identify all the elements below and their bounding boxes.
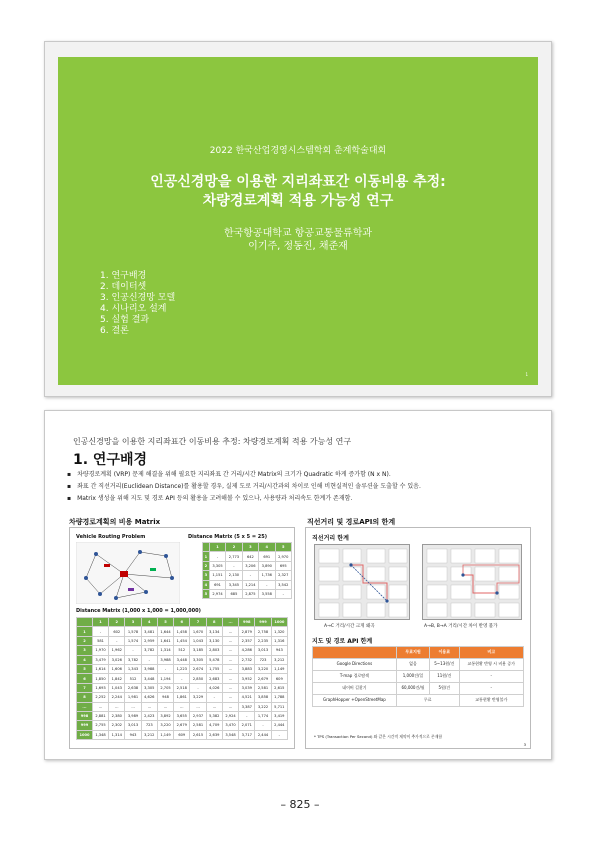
table-cell: ... [222, 693, 238, 702]
table-cell: - [92, 627, 108, 636]
table-cell: 1,043 [109, 683, 125, 692]
table-cell: ... [92, 702, 108, 711]
title-slide [44, 41, 552, 397]
table-cell: 3,989 [125, 711, 141, 720]
table-cell: ... [77, 702, 93, 711]
table-cell: 2,357 [239, 636, 255, 645]
table-cell: 1,454 [174, 636, 190, 645]
table-cell: 685 [226, 589, 242, 598]
table-cell: 1,693 [92, 683, 108, 692]
table-cell: 3,448 [141, 674, 157, 683]
table-cell: 512 [125, 674, 141, 683]
left-panel-title: 차량경로계획의 비용 Matrix [69, 518, 161, 526]
authors: 이기주, 정동진, 채준재 [248, 241, 348, 252]
api-comparison-table [312, 646, 524, 707]
small-matrix-title: Distance Matrix (5 x 5 = 25) [188, 534, 268, 540]
table-cell: 1,043 [190, 636, 206, 645]
table-header-cell: 8 [206, 618, 222, 627]
table-cell: 512 [174, 646, 190, 655]
table-cell: 11원/건 [430, 671, 459, 683]
table-cell: 3,890 [259, 561, 275, 570]
table-cell: - [459, 683, 524, 695]
table-cell: 2,638 [125, 683, 141, 692]
table-cell: - [271, 730, 287, 739]
table-cell: 5 [203, 589, 210, 598]
table-cell: 2,327 [275, 571, 292, 580]
table-cell: 3,026 [109, 655, 125, 664]
bullet-list [67, 469, 537, 505]
table-cell: 5,478 [206, 655, 222, 664]
table-header-cell [313, 647, 397, 659]
table-cell: 3,479 [92, 655, 108, 664]
table-cell: 1,774 [255, 711, 271, 720]
table-header-cell: 3 [125, 618, 141, 627]
table-row [313, 671, 524, 683]
table-cell: - [141, 655, 157, 664]
table-cell: ... [222, 655, 238, 664]
table-row [77, 711, 288, 720]
table-cell: 2,679 [255, 674, 271, 683]
table-cell: 1,348 [92, 730, 108, 739]
title-line-1: 인공신경망을 이용한 지리좌표간 이동비용 추정: [150, 174, 446, 190]
table-cell: 2,937 [190, 711, 206, 720]
table-row [203, 552, 292, 561]
table-cell: 3,130 [206, 636, 222, 645]
table-cell: 60,000건/월 [396, 683, 429, 695]
table-cell: 3,782 [141, 646, 157, 655]
table-header-cell: 1 [209, 543, 225, 552]
table-header-cell: 7 [190, 618, 206, 627]
table-cell: 3,883 [239, 664, 255, 673]
table-cell: 3,305 [209, 561, 225, 570]
table-header-cell: 998 [239, 618, 255, 627]
table-cell: 1,214 [242, 580, 258, 589]
table-cell: 4,626 [141, 693, 157, 702]
table-cell: 4,709 [206, 721, 222, 730]
table-cell: 1,000건/일 [396, 671, 429, 683]
slide-number: 1 [525, 372, 528, 377]
table-cell: - [275, 589, 292, 598]
table-cell: ... [125, 702, 141, 711]
table-cell: 2,924 [222, 711, 238, 720]
table-cell: 1,614 [92, 664, 108, 673]
slide-number: 3 [523, 742, 526, 747]
table-cell: 723 [141, 721, 157, 730]
vrp-network-diagram [76, 542, 180, 604]
conference-name: 2022 한국산업경영시스템학회 춘계학술대회 [209, 146, 387, 156]
big-distance-matrix [76, 617, 288, 740]
table-cell: 1,223 [174, 664, 190, 673]
table-cell: 1,194 [157, 674, 173, 683]
table-cell: ... [222, 627, 238, 636]
table-row [203, 561, 292, 570]
table-cell: 1,314 [109, 730, 125, 739]
table-cell: 5원/건 [430, 683, 459, 695]
table-row [313, 683, 524, 695]
table-cell: 4 [77, 655, 93, 664]
table-cell: 3,039 [239, 683, 255, 692]
table-cell: 1,788 [271, 693, 287, 702]
table-cell: 2 [77, 636, 93, 645]
table-row [77, 627, 288, 636]
table-cell: 3,717 [239, 730, 255, 739]
table-cell: 2,302 [109, 721, 125, 730]
table-cell: ... [174, 702, 190, 711]
small-distance-matrix [202, 542, 292, 599]
table-cell: 5,711 [271, 702, 287, 711]
table-cell: 2,803 [206, 646, 222, 655]
title-slide-background [58, 57, 538, 385]
table-cell: 3,548 [222, 730, 238, 739]
table-cell: 2,615 [271, 683, 287, 692]
vrp-label: Vehicle Routing Problem [76, 534, 146, 540]
table-header-cell: 비고 [459, 647, 524, 659]
page-number: – 825 – [280, 798, 320, 811]
table-cell: 3,481 [141, 627, 157, 636]
table-row [203, 571, 292, 580]
table-cell: T-map 경로탐색 [313, 671, 397, 683]
straight-line-title: 직선거리 한계 [312, 535, 349, 542]
affiliation: 한국항공대학교 항공교통물류학과 [223, 228, 373, 239]
table-cell: ... [222, 636, 238, 645]
table-cell: 2,773 [226, 552, 242, 561]
table-cell: 3,952 [239, 674, 255, 683]
table-cell: 1,151 [209, 571, 225, 580]
table-cell: 2,959 [141, 636, 157, 645]
table-cell: 2,518 [174, 683, 190, 692]
toc-item: 5. 실험 결과 [100, 315, 150, 325]
table-cell: 2,879 [239, 627, 255, 636]
table-cell: 1,962 [109, 646, 125, 655]
table-cell: 642 [242, 552, 258, 561]
table-cell: 3,387 [239, 702, 255, 711]
table-cell: 2,850 [190, 674, 206, 683]
table-header-cell: ... [222, 618, 238, 627]
table-header-cell [77, 618, 93, 627]
table-cell: 602 [109, 627, 125, 636]
table-cell: 2,732 [239, 655, 255, 664]
table-cell: 3,988 [141, 664, 157, 673]
table-cell: 1,842 [109, 674, 125, 683]
table-cell: 2,679 [174, 721, 190, 730]
table-cell: - [239, 711, 255, 720]
table-header-cell: 999 [255, 618, 271, 627]
table-cell: 3,305 [141, 683, 157, 692]
map-image-2 [422, 544, 522, 620]
table-cell: 3 [203, 571, 210, 580]
big-matrix-title: Distance Matrix (1,000 x 1,000 = 1,000,000) [76, 608, 201, 614]
table-cell: 3,988 [157, 655, 173, 664]
table-cell: 943 [271, 646, 287, 655]
table-header-cell: 2 [109, 618, 125, 627]
table-header-cell: 4 [141, 618, 157, 627]
table-cell: 3,222 [255, 702, 271, 711]
table-cell: 1,981 [125, 693, 141, 702]
table-cell: 6 [77, 674, 93, 683]
table-cell: 1,736 [259, 571, 275, 580]
toc-item: 4. 시나리오 설계 [100, 304, 167, 314]
research-background-slide [44, 410, 552, 760]
table-cell: 2,615 [190, 730, 206, 739]
table-cell: 7 [77, 683, 93, 692]
table-cell: 609 [174, 730, 190, 739]
table-cell: 4,286 [239, 646, 255, 655]
table-row [313, 695, 524, 707]
table-cell: 없음 [396, 659, 429, 671]
table-cell: 1,149 [271, 664, 287, 673]
table-cell: - [206, 693, 222, 702]
table-cell: 2,444 [255, 730, 271, 739]
presentation-title [58, 173, 538, 211]
table-cell: ... [222, 702, 238, 711]
table-cell: 4,026 [206, 683, 222, 692]
table-cell: - [157, 664, 173, 673]
toc-item: 3. 인공신경망 모델 [100, 293, 176, 303]
table-cell: 943 [125, 730, 141, 739]
table-cell: 3,858 [255, 693, 271, 702]
api-note: * TPS (Transaction Per Second) 와 같은 시간적 제약이 추가적으로 존재함 [314, 734, 443, 739]
toc-item: 1. 연구배경 [100, 271, 147, 281]
table-cell: 2,252 [92, 693, 108, 702]
table-row [77, 702, 288, 711]
table-cell: 2,581 [255, 683, 271, 692]
table-header-cell: 1000 [271, 618, 287, 627]
table-header-cell: 5 [157, 618, 173, 627]
table-cell: 2,881 [92, 711, 108, 720]
table-cell: 1,149 [157, 730, 173, 739]
table-cell: 3,305 [190, 655, 206, 664]
table-cell: - [226, 561, 242, 570]
table-row [77, 674, 288, 683]
table-cell: 1,574 [125, 636, 141, 645]
title-line-2: 차량경로계획 적용 가능성 연구 [202, 193, 394, 209]
map-image-1 [314, 544, 410, 620]
table-cell: 2,970 [275, 552, 292, 561]
table-header-cell: 2 [226, 543, 242, 552]
bullet-item: ▪ 차량경로계획 (VRP) 문제 해결을 위해 필요한 지리좌표 간 거리/시간 Matrix의 크기가 Quadratic 하게 증가함 (N x N). [67, 469, 537, 481]
table-row [77, 655, 288, 664]
table-cell: 무료 [396, 695, 459, 707]
table-cell: 3,419 [271, 711, 287, 720]
table-cell: 1,578 [125, 627, 141, 636]
table-cell: 교통현황 반영불가 [459, 695, 524, 707]
table-cell: 3,542 [275, 580, 292, 589]
table-cell: 2,875 [242, 589, 258, 598]
table-header-cell [203, 543, 210, 552]
table-cell: 1000 [77, 730, 93, 739]
table-cell: 1 [203, 552, 210, 561]
table-cell: 3 [77, 646, 93, 655]
table-cell: 1,458 [174, 627, 190, 636]
toc-item: 2. 데이터셋 [100, 282, 147, 292]
table-cell: 3,212 [271, 655, 287, 664]
table-cell: 4,521 [239, 693, 255, 702]
table-cell: 1,316 [271, 636, 287, 645]
table-cell: 5,382 [206, 711, 222, 720]
table-cell: 2,071 [239, 721, 255, 730]
cost-matrix-panel [69, 527, 295, 749]
table-row [203, 589, 292, 598]
right-panel-title: 직선거리 및 경로API의 한계 [307, 518, 396, 526]
table-cell: - [125, 646, 141, 655]
table-cell: 1,314 [157, 646, 173, 655]
table-row [77, 721, 288, 730]
table-cell: 691 [209, 580, 225, 589]
table-cell: 2,444 [271, 721, 287, 730]
table-cell: 581 [92, 636, 108, 645]
table-cell: ... [109, 702, 125, 711]
table-of-contents [100, 271, 175, 337]
table-cell: 2 [203, 561, 210, 570]
table-cell: 2,380 [109, 711, 125, 720]
table-cell: 609 [271, 674, 287, 683]
table-cell: 3,448 [174, 655, 190, 664]
table-cell: 695 [275, 561, 292, 570]
table-cell: 1,343 [125, 664, 141, 673]
table-cell: 2,235 [255, 636, 271, 645]
table-cell: 교통현황 반영 시 비용 증가 [459, 659, 524, 671]
table-cell: 1,861 [174, 693, 190, 702]
table-row [77, 664, 288, 673]
table-cell: - [109, 636, 125, 645]
table-cell: 1,641 [157, 636, 173, 645]
table-cell: 네이버 길찾기 [313, 683, 397, 695]
api-title: 지도 및 경로 API 한계 [312, 638, 373, 645]
table-header-cell: 6 [174, 618, 190, 627]
table-cell: 2,683 [206, 674, 222, 683]
table-cell: 2,674 [190, 664, 206, 673]
table-row [77, 636, 288, 645]
table-cell: 5 [77, 664, 93, 673]
bullet-item: ▪ 좌표 간 직선거리(Euclidean Distance)를 활용할 경우, 실제 도로 거리/시간과의 차이로 인해 비현실적인 솔루션을 도출할 수 있음. [67, 481, 537, 493]
table-cell: 3,212 [141, 730, 157, 739]
table-cell: 3,470 [222, 721, 238, 730]
table-cell: 3,892 [157, 711, 173, 720]
table-cell: 2,423 [141, 711, 157, 720]
table-row [77, 730, 288, 739]
table-header-cell: 무료지원 [396, 647, 429, 659]
table-cell: 1,970 [92, 646, 108, 655]
table-cell: - [242, 571, 258, 580]
table-cell: 2,244 [109, 693, 125, 702]
map1-caption: A→C 거리/시간 크게 왜곡 [324, 624, 375, 629]
table-row [77, 646, 288, 655]
slide-title: 1. 연구배경 [73, 452, 148, 468]
table-cell: 998 [77, 711, 93, 720]
api-limit-panel [305, 527, 531, 749]
table-cell: 1,755 [206, 664, 222, 673]
table-cell: 3,782 [125, 655, 141, 664]
slide-header: 인공신경망을 이용한 지리좌표간 이동비용 추정: 차량경로계획 적용 가능성 연구 [73, 437, 352, 446]
table-cell: 999 [77, 721, 93, 730]
table-cell: 1,606 [109, 664, 125, 673]
table-cell: - [459, 671, 524, 683]
table-header-cell: 3 [242, 543, 258, 552]
table-cell: 3,229 [190, 693, 206, 702]
table-cell: 2,974 [209, 589, 225, 598]
table-header-cell: 5 [275, 543, 292, 552]
table-cell: - [190, 683, 206, 692]
table-cell: 1,850 [92, 674, 108, 683]
table-cell: 2,639 [206, 730, 222, 739]
table-cell: ... [222, 664, 238, 673]
table-cell: 3,220 [157, 721, 173, 730]
table-cell: 3,220 [255, 664, 271, 673]
table-cell: 3,013 [125, 721, 141, 730]
map2-caption: A→B, B→A 거리/시간 차이 반영 불가 [424, 624, 498, 629]
table-cell: 2,758 [255, 627, 271, 636]
table-cell: 3,185 [190, 646, 206, 655]
table-row [77, 683, 288, 692]
table-cell: 1,644 [157, 627, 173, 636]
table-cell: 3,013 [255, 646, 271, 655]
table-cell: 2,755 [92, 721, 108, 730]
table-cell: - [259, 580, 275, 589]
table-cell: 2,581 [190, 721, 206, 730]
table-cell: 948 [157, 693, 173, 702]
table-cell: - [209, 552, 225, 561]
table-cell: 691 [259, 552, 275, 561]
table-header-cell: 4 [259, 543, 275, 552]
table-cell: 1,670 [190, 627, 206, 636]
toc-item: 6. 결론 [100, 326, 129, 336]
table-cell: 8 [77, 693, 93, 702]
table-cell: 723 [255, 655, 271, 664]
table-cell: 1 [77, 627, 93, 636]
author-block [58, 227, 538, 253]
table-cell: 4 [203, 580, 210, 589]
table-cell: ... [190, 702, 206, 711]
table-header-cell: 1 [92, 618, 108, 627]
table-cell: 1,320 [271, 627, 287, 636]
bullet-item: ▪ Matrix 생성을 위해 지도 및 경로 API 등의 활용을 고려해볼 수 있으나, 사용량과 처리속도 한계가 존재함. [67, 493, 537, 505]
table-cell: ... [222, 674, 238, 683]
table-row [203, 580, 292, 589]
table-cell: Google Directions [313, 659, 397, 671]
table-cell: ... [222, 683, 238, 692]
table-cell: ... [222, 646, 238, 655]
table-cell: GraphHopper +OpenStreetMap [313, 695, 397, 707]
table-cell: 3,558 [259, 589, 275, 598]
table-header-cell: 이용료 [430, 647, 459, 659]
table-cell: 3,345 [226, 580, 242, 589]
table-cell: ... [157, 702, 173, 711]
table-cell: 3,134 [206, 627, 222, 636]
table-cell: 3,206 [242, 561, 258, 570]
table-cell: 3,655 [174, 711, 190, 720]
table-cell: ... [206, 702, 222, 711]
table-cell: 2,130 [226, 571, 242, 580]
table-cell: ... [141, 702, 157, 711]
table-cell: - [174, 674, 190, 683]
table-cell: - [255, 721, 271, 730]
table-cell: 5~13원/건 [430, 659, 459, 671]
table-cell: 2,705 [157, 683, 173, 692]
table-row [77, 693, 288, 702]
table-row [313, 659, 524, 671]
